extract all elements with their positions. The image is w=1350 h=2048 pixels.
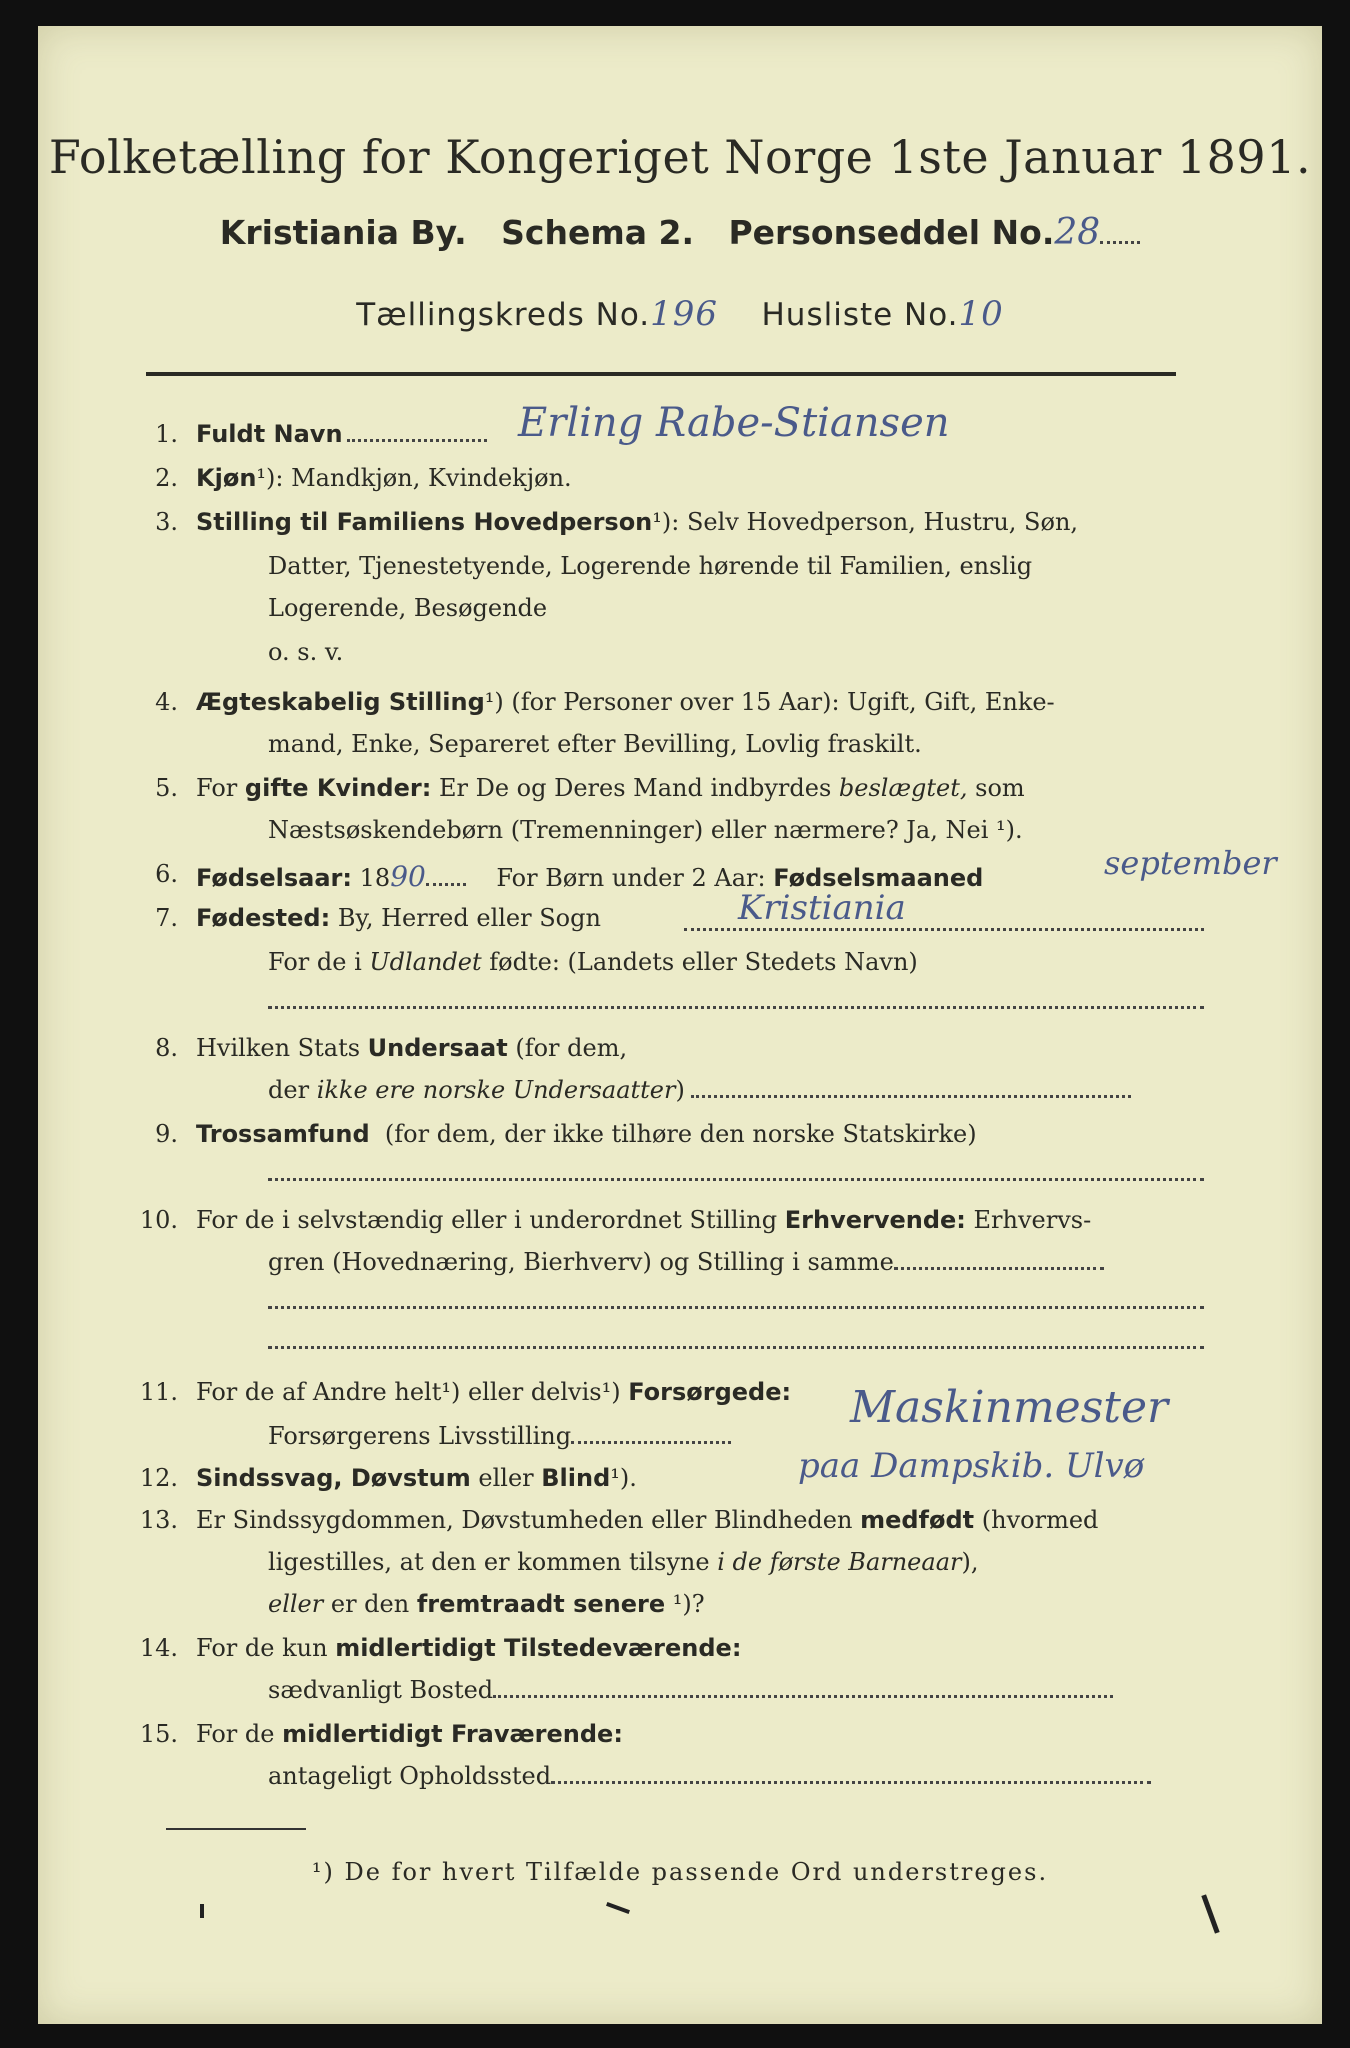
item-number: 13. bbox=[139, 1506, 178, 1534]
congenital-italic: i de første Barneaar bbox=[717, 1548, 962, 1576]
form-subtitle bbox=[38, 212, 1322, 253]
married-women-question: Er De og Deres Mand indbyrdes bbox=[438, 774, 832, 802]
occupation-pre: For de i selvstændig eller i underordnet Stilling bbox=[196, 1206, 778, 1234]
form-title: Folketælling for Kongeriget Norge 1ste Januar 1891. bbox=[48, 130, 1312, 184]
birthplace-options: By, Herred eller Sogn bbox=[337, 904, 601, 932]
infant-label: For Børn under 2 Aar: bbox=[496, 864, 766, 892]
congenital-line2: ligestilles, at den er kommen tilsyne bbox=[268, 1548, 710, 1576]
city-label: Kristiania By. bbox=[219, 213, 467, 252]
family-position-label: Stilling til Familiens Hovedperson bbox=[196, 508, 653, 536]
married-women-related: beslægtet, bbox=[838, 774, 968, 802]
form-subtitle-kreds bbox=[38, 294, 1322, 334]
item-number: 4. bbox=[155, 688, 178, 716]
temporary-present-label: midlertidigt Tilstedeværende: bbox=[335, 1634, 742, 1662]
blind-note: ¹). bbox=[610, 1464, 637, 1492]
disability-eller: eller bbox=[478, 1464, 534, 1492]
footnote-rule bbox=[166, 1828, 306, 1830]
schema-label: Schema 2. bbox=[501, 213, 694, 252]
citizenship-close: ) bbox=[675, 1076, 685, 1104]
later-pre: er den bbox=[330, 1590, 410, 1618]
abroad-pre: For de i bbox=[268, 948, 362, 976]
provider-occupation-label: Forsørgerens Livsstilling bbox=[268, 1422, 572, 1450]
sex-label: Kjøn bbox=[196, 464, 257, 492]
family-position-options-4: o. s. v. bbox=[268, 638, 344, 666]
religion-label: Trossamfund bbox=[196, 1120, 370, 1148]
item-number: 8. bbox=[155, 1034, 178, 1062]
item-7-dotline bbox=[268, 1004, 1204, 1009]
full-name-value: Erling Rabe-Stiansen bbox=[518, 400, 950, 446]
citizenship-label: Undersaat bbox=[367, 1034, 508, 1062]
married-women-label: gifte Kvinder: bbox=[244, 774, 432, 802]
birthplace-value: Kristiania bbox=[738, 888, 906, 928]
header-rule bbox=[146, 372, 1176, 376]
temporary-present-pre: For de kun bbox=[196, 1634, 328, 1662]
temporary-absent-label: midlertidigt Fraværende: bbox=[282, 1720, 623, 1748]
abroad-italic: Udlandet bbox=[369, 948, 482, 976]
personseddel-label: Personseddel No. bbox=[728, 213, 1055, 252]
marital-status-label: Ægteskabelig Stilling bbox=[196, 688, 485, 716]
later-note: ¹)? bbox=[672, 1590, 705, 1618]
dependent-pre: For de af Andre helt¹) eller delvis¹) bbox=[196, 1378, 621, 1406]
birth-month-label: Fødselsmaaned bbox=[773, 864, 984, 892]
item-number: 6. bbox=[155, 860, 178, 888]
ink-mark bbox=[1201, 1894, 1219, 1933]
husliste-label: Husliste No. bbox=[761, 297, 959, 333]
congenital-rest: (hvormed bbox=[981, 1506, 1099, 1534]
family-position-options-3: Logerende, Besøgende bbox=[268, 594, 548, 622]
citizenship-rest: (for dem, bbox=[515, 1034, 628, 1062]
congenital-pre: Er Sindssygdommen, Døvstumheden eller Blindheden bbox=[196, 1506, 853, 1534]
item-number: 2. bbox=[155, 464, 178, 492]
congenital-label: medfødt bbox=[860, 1506, 975, 1534]
item-10-dotline-2 bbox=[268, 1344, 1204, 1349]
item-number: 12. bbox=[139, 1464, 178, 1492]
occupation-line2: gren (Hovednæring, Bierhverv) og Stilling i samme bbox=[268, 1248, 894, 1276]
provider-occupation-value: Maskinmester bbox=[850, 1382, 1169, 1433]
family-position-options: ¹): Selv Hovedperson, Hustru, Søn, bbox=[652, 508, 1079, 536]
married-women-question-2: Næstsøskendebørn (Tremenninger) eller nærmere? Ja, Nei ¹). bbox=[268, 816, 1023, 844]
item-number: 10. bbox=[139, 1206, 178, 1234]
item-9-dotline bbox=[268, 1176, 1204, 1181]
kreds-label: Tællingskreds No. bbox=[356, 297, 651, 333]
footnote: ¹) De for hvert Tilfælde passende Ord understreges. bbox=[311, 1858, 1049, 1886]
birthplace-label: Fødested: bbox=[196, 904, 331, 932]
married-women-pre: For bbox=[196, 774, 238, 802]
husliste-number: 10 bbox=[958, 294, 1004, 334]
blind-label: Blind bbox=[541, 1464, 611, 1492]
usual-residence-label: sædvanligt Bosted bbox=[268, 1676, 494, 1704]
marital-status-options-2: mand, Enke, Separeret efter Bevilling, Lovlig fraskilt. bbox=[268, 730, 922, 758]
item-number: 14. bbox=[139, 1634, 178, 1662]
item-number: 9. bbox=[155, 1120, 178, 1148]
item-10-dotline-1 bbox=[268, 1304, 1204, 1309]
item-number: 5. bbox=[155, 774, 178, 802]
citizenship-pre: Hvilken Stats bbox=[196, 1034, 361, 1062]
ink-mark bbox=[606, 1902, 630, 1914]
item-number: 15. bbox=[139, 1720, 178, 1748]
item-number: 7. bbox=[155, 904, 178, 932]
occupation-rest: Erhvervs- bbox=[973, 1206, 1092, 1234]
religion-rest: (for dem, der ikke tilhøre den norske Statskirke) bbox=[384, 1120, 977, 1148]
married-women-som: som bbox=[975, 774, 1025, 802]
later-eller: eller bbox=[268, 1590, 324, 1618]
dependent-label: Forsørgede: bbox=[628, 1378, 792, 1406]
later-label: fremtraadt senere bbox=[416, 1590, 666, 1618]
kreds-number: 196 bbox=[650, 294, 719, 334]
personseddel-number: 28 bbox=[1054, 212, 1101, 253]
abroad-rest: fødte: (Landets eller Stedets Navn) bbox=[489, 948, 918, 976]
provider-occupation-value-2: paa Dampskib. Ulvø bbox=[798, 1446, 1145, 1486]
marital-status-options: ¹) (for Personer over 15 Aar): Ugift, Gift, Enke- bbox=[484, 688, 1055, 716]
sex-options: ¹): Mandkjøn, Kvindekjøn. bbox=[256, 464, 572, 492]
family-position-options-2: Datter, Tjenestetyende, Logerende hørende til Familien, enslig bbox=[268, 552, 1033, 580]
ink-mark bbox=[200, 1904, 204, 1918]
citizenship-italic: ikke ere norske Undersaatter bbox=[316, 1076, 676, 1104]
occupation-label: Erhvervende: bbox=[784, 1206, 966, 1234]
congenital-close: ), bbox=[961, 1548, 979, 1576]
disability-label: Sindssvag, Døvstum bbox=[196, 1464, 471, 1492]
birth-month-value: september bbox=[1104, 844, 1277, 882]
full-name-label: Fuldt Navn bbox=[196, 420, 343, 448]
census-form-sheet bbox=[38, 26, 1322, 2024]
item-number: 3. bbox=[155, 508, 178, 536]
probable-stay-label: antageligt Opholdssted bbox=[268, 1762, 552, 1790]
birth-year-prefix: 18 bbox=[359, 864, 391, 892]
item-number: 1. bbox=[155, 420, 178, 448]
temporary-absent-pre: For de bbox=[196, 1720, 275, 1748]
item-number: 11. bbox=[139, 1378, 178, 1406]
birth-year-label: Fødselsaar: bbox=[196, 864, 352, 892]
citizenship-der: der bbox=[268, 1076, 310, 1104]
birth-year-value: 90 bbox=[390, 860, 426, 893]
